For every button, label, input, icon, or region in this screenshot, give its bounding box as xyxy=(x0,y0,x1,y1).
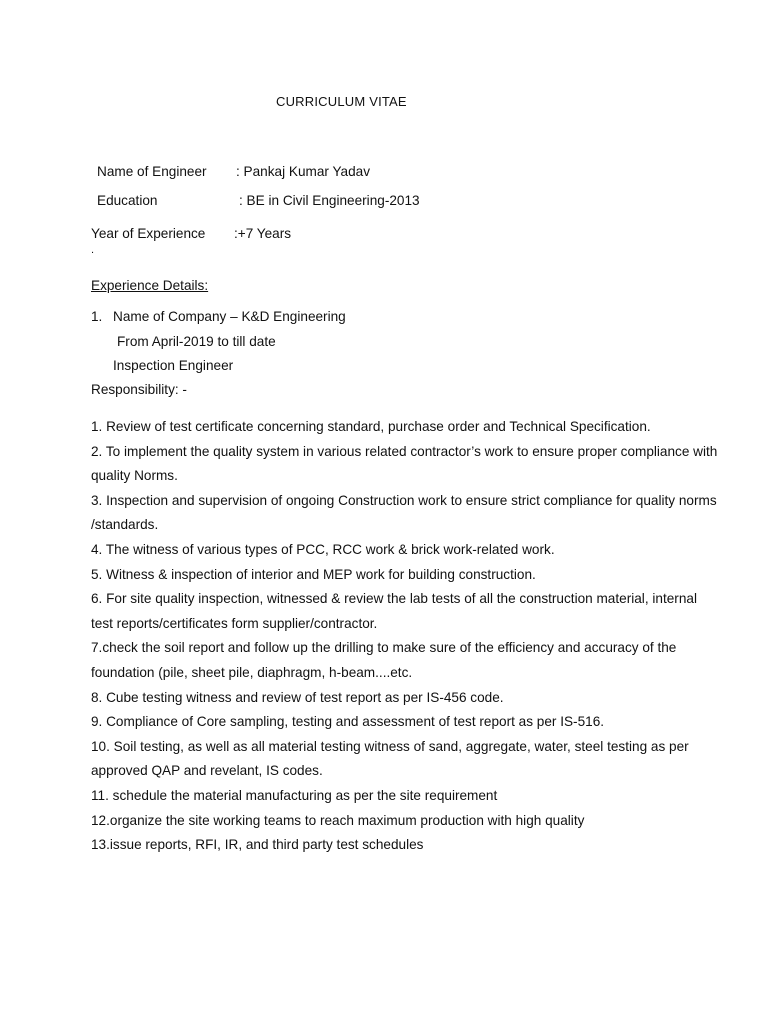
responsibility-item: 8. Cube testing witness and review of test report as per IS-456 code. xyxy=(91,689,504,705)
employment-period: From April-2019 to till date xyxy=(117,334,276,349)
responsibility-item: 1. Review of test certificate concerning standard, purchase order and Technical Specification. xyxy=(91,419,651,434)
responsibility-list xyxy=(91,415,721,858)
stray-mark: . xyxy=(91,244,95,256)
company-line xyxy=(91,309,346,324)
experience-years-value: :+7 Years xyxy=(234,226,292,241)
responsibility-item: 7.check the soil report and follow up the drilling to make sure of the efficiency and accuracy of the foundation (pile, sheet pile, diaphragm, h-beam....etc. xyxy=(91,640,677,680)
responsibility-label: Responsibility: - xyxy=(91,382,187,397)
name-label: Name of Engineer xyxy=(97,164,207,179)
responsibility-item: 13.issue reports, RFI, IR, and third party test schedules xyxy=(91,837,424,853)
company-number: 1. xyxy=(91,309,103,324)
job-role: Inspection Engineer xyxy=(113,358,234,373)
experience-years-label: Year of Experience xyxy=(91,226,206,241)
responsibility-item: 9. Compliance of Core sampling, testing and assessment of test report as per IS-516. xyxy=(91,714,605,730)
responsibility-item: 4. The witness of various types of PCC, RCC work & brick work-related work. xyxy=(91,541,555,557)
education-label: Education xyxy=(97,193,158,208)
responsibility-item: 12.organize the site working teams to reach maximum production with high quality xyxy=(91,812,585,828)
responsibility-item: 10. Soil testing, as well as all material testing witness of sand, aggregate, water, steel testing as per approved QAP and revelant, IS codes. xyxy=(91,738,689,779)
education-value: : BE in Civil Engineering-2013 xyxy=(239,193,420,208)
responsibility-item: 6. For site quality inspection, witnessed & review the lab tests of all the construction material, internal test reports/certificates form supplier/contractor. xyxy=(91,591,697,631)
name-value: : Pankaj Kumar Yadav xyxy=(236,164,370,179)
responsibility-item: 11. schedule the material manufacturing as per the site requirement xyxy=(91,787,498,803)
experience-details-heading: Experience Details: xyxy=(91,278,209,293)
company-name: Name of Company – K&D Engineering xyxy=(113,309,346,324)
document-title: CURRICULUM VITAE xyxy=(276,94,407,109)
responsibility-item: 2. To implement the quality system in various related contractor’s work to ensure proper compliance with quality Norms. xyxy=(91,443,718,484)
responsibility-item: 5. Witness & inspection of interior and MEP work for building construction. xyxy=(91,566,536,582)
responsibility-item: 3. Inspection and supervision of ongoing Construction work to ensure strict compliance for quality norms /standards. xyxy=(91,492,717,533)
